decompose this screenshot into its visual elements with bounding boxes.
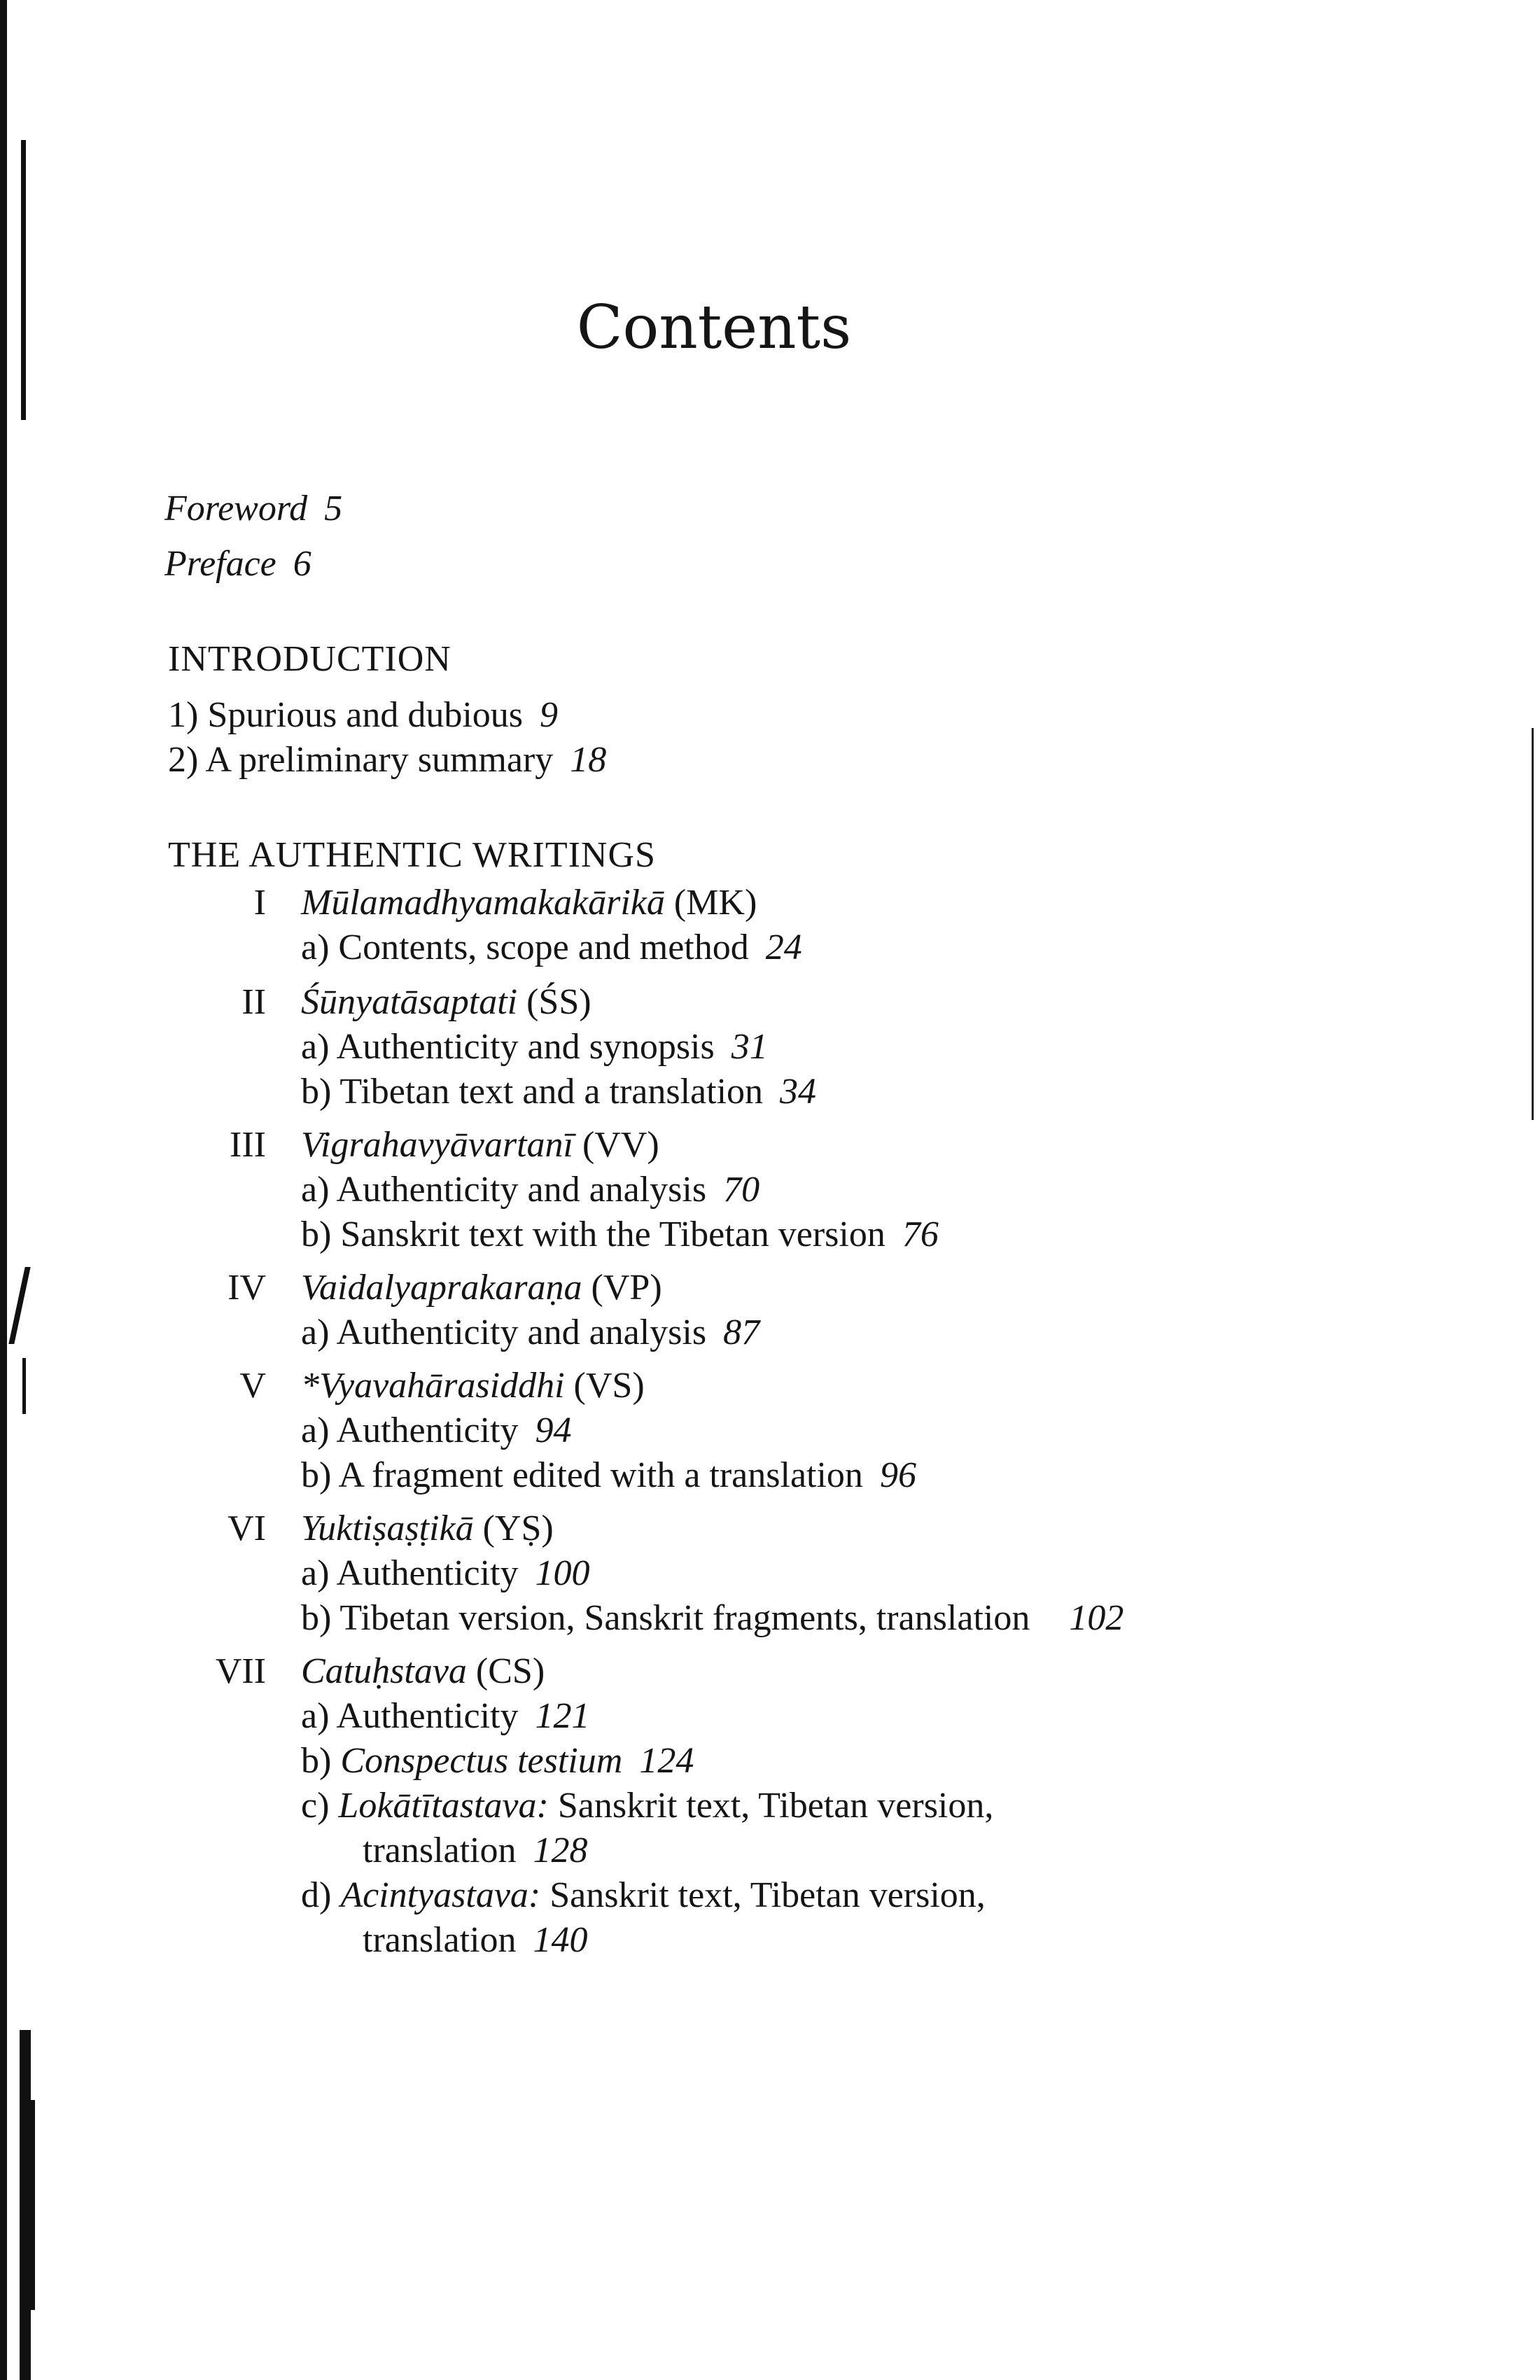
toc-entry[interactable]: a) Authenticity and analysis 87 xyxy=(301,1312,760,1352)
toc-entry[interactable]: a) Contents, scope and method 24 xyxy=(301,927,802,967)
toc-entry-preface[interactable]: Preface 6 xyxy=(164,544,312,584)
toc-entry[interactable]: a) Authenticity and synopsis 31 xyxy=(301,1027,768,1067)
roman-numeral: V xyxy=(239,1366,266,1406)
toc-entry[interactable]: c) Lokātītastava: Sanskrit text, Tibetan version, xyxy=(301,1786,994,1826)
roman-numeral: III xyxy=(230,1125,266,1165)
toc-entry[interactable]: a) Authenticity 121 xyxy=(301,1696,590,1736)
roman-numeral: IV xyxy=(227,1268,266,1308)
toc-entry-continuation[interactable]: translation 140 xyxy=(363,1920,588,1960)
toc-entry[interactable]: a) Authenticity 94 xyxy=(301,1410,572,1450)
roman-numeral: I xyxy=(253,883,266,923)
toc-entry[interactable]: b) Tibetan text and a translation 34 xyxy=(301,1072,817,1112)
page-title: Contents xyxy=(576,292,852,363)
toc-entry[interactable]: b) A fragment edited with a translation 96 xyxy=(301,1455,916,1495)
toc-entry[interactable]: b) Tibetan version, Sanskrit fragments, translation 102 xyxy=(301,1598,1124,1638)
toc-work-title[interactable]: *Vyavahārasiddhi (VS) xyxy=(301,1366,645,1406)
toc-work-title[interactable]: Mūlamadhyamakakārikā (MK) xyxy=(301,883,757,923)
toc-entry[interactable]: d) Acintyastava: Sanskrit text, Tibetan version, xyxy=(301,1875,986,1915)
toc-work-title[interactable]: Vaidalyaprakaraṇa (VP) xyxy=(301,1268,662,1308)
toc-entry[interactable]: 1) Spurious and dubious 9 xyxy=(168,695,559,735)
toc-entry[interactable]: a) Authenticity 100 xyxy=(301,1553,590,1593)
toc-work-title[interactable]: Śūnyatāsaptati (ŚS) xyxy=(301,982,592,1022)
toc-work-title[interactable]: Catuḥstava (CS) xyxy=(301,1651,545,1691)
toc-entry[interactable]: b) Sanskrit text with the Tibetan version 76 xyxy=(301,1214,939,1254)
roman-numeral: VII xyxy=(215,1651,266,1691)
toc-work-title[interactable]: Yuktiṣaṣṭikā (YṢ) xyxy=(301,1508,554,1548)
scan-right-mark xyxy=(1532,728,1534,1120)
toc-entry-foreword[interactable]: Foreword 5 xyxy=(164,489,343,528)
scan-edge-mark xyxy=(22,1358,26,1414)
toc-entry[interactable]: a) Authenticity and analysis 70 xyxy=(301,1170,760,1210)
roman-numeral: II xyxy=(241,982,266,1022)
toc-work-title[interactable]: Vigrahavyāvartanī (VV) xyxy=(301,1125,659,1165)
toc-entry[interactable]: b) Conspectus testium 124 xyxy=(301,1741,694,1781)
scan-edge-mark xyxy=(21,140,26,420)
roman-numeral: VI xyxy=(227,1508,266,1548)
scan-edge-mark xyxy=(29,2100,35,2310)
toc-entry-continuation[interactable]: translation 128 xyxy=(363,1830,588,1870)
section-heading-authentic-writings: THE AUTHENTIC WRITINGS xyxy=(168,835,656,875)
section-heading-introduction: INTRODUCTION xyxy=(168,639,451,679)
scan-edge-mark xyxy=(8,1267,30,1344)
toc-entry[interactable]: 2) A preliminary summary 18 xyxy=(168,740,607,780)
